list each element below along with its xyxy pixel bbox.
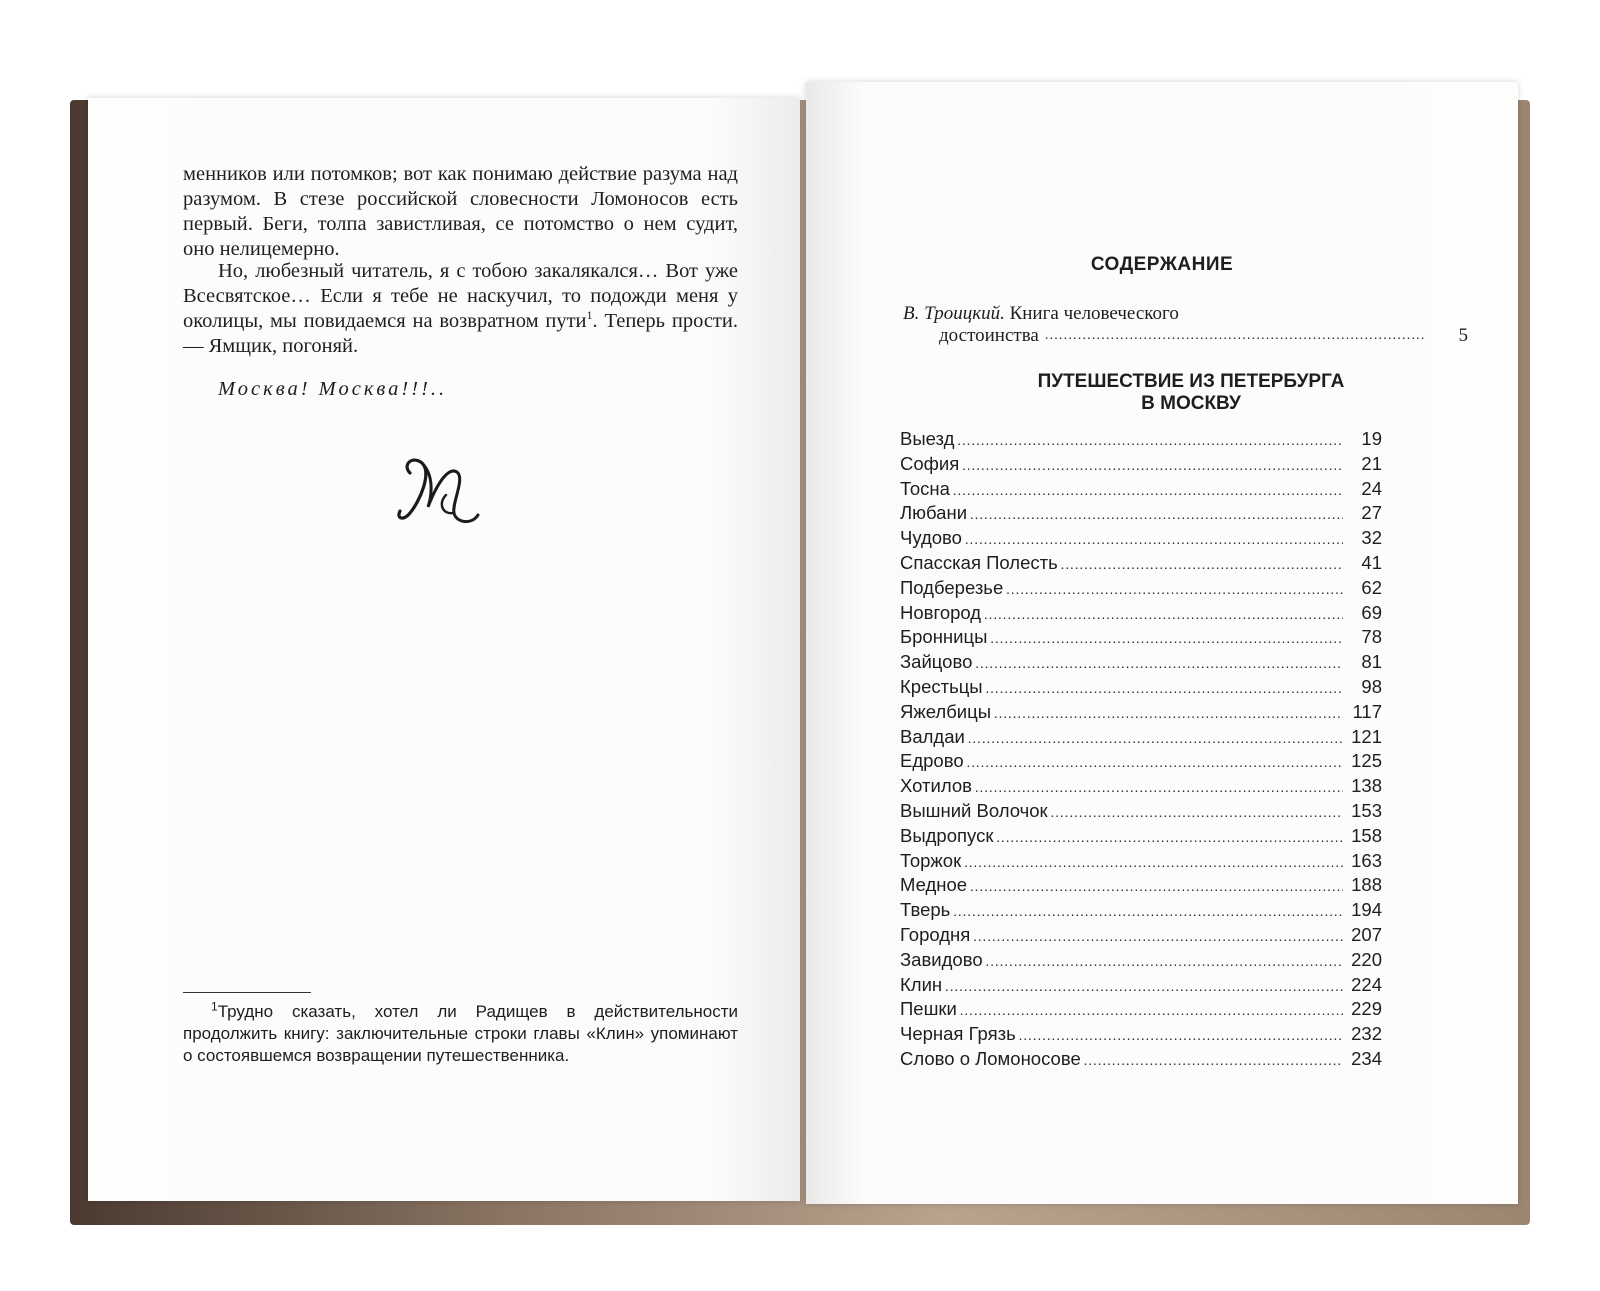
- toc-entry-title: Тосна: [900, 477, 950, 499]
- toc-leader-dots: [957, 434, 1343, 450]
- toc-leader-dots: [1061, 558, 1343, 574]
- toc-entry: [900, 726, 1382, 751]
- paragraph-2-text: [183, 259, 738, 359]
- toc-entry: [900, 825, 1382, 850]
- toc-entry-page: 229: [1351, 998, 1382, 1020]
- toc-entry: [900, 949, 1382, 974]
- toc-entry-page: 232: [1351, 1023, 1382, 1045]
- toc-entry-title: Клин: [900, 973, 943, 995]
- toc-entry-title: Тверь: [900, 899, 951, 921]
- toc-entry: [900, 974, 1382, 999]
- toc-leader-dots: [973, 930, 1343, 946]
- toc-intro-leader-dots: [1045, 325, 1426, 347]
- toc-entry: [900, 701, 1382, 726]
- footnote-divider: [183, 992, 311, 993]
- toc-leader-dots: [1084, 1054, 1343, 1070]
- toc-entry: [900, 1048, 1382, 1073]
- toc-entry-title: Завидово: [900, 948, 983, 970]
- toc-heading: СОДЕРЖАНИЕ: [1090, 254, 1234, 275]
- paragraph-2-after-note: . Теперь прости. — Ямщик, погоняй.: [183, 310, 738, 357]
- toc-leader-dots: [975, 781, 1343, 797]
- toc-entry: [900, 453, 1382, 478]
- toc-entry-page: 194: [1351, 899, 1382, 921]
- toc-entry-page: 153: [1351, 799, 1382, 821]
- toc-leader-dots: [1006, 583, 1343, 599]
- paragraph-2-before-note: Но, любезный читатель, я с тобою закалякался… Вот уже Всесвятское… Если я тебе не наскучил, то подожди меня у околицы, мы повидаемся на возвратном пути: [183, 260, 738, 332]
- toc-leader-dots: [960, 1004, 1343, 1020]
- toc-list: [900, 428, 1382, 1073]
- toc-intro-page: 5: [1458, 325, 1468, 346]
- toc-leader-dots: [1051, 806, 1343, 822]
- section-title-line-1: ПУТЕШЕСТВИЕ ИЗ ПЕТЕРБУРГА: [1037, 371, 1345, 392]
- toc-intro-title-part1: Книга человеческого: [1009, 303, 1179, 324]
- toc-entry-title: Чудово: [900, 527, 962, 549]
- toc-leader-dots: [996, 831, 1343, 847]
- footnote-text: Трудно сказать, хотел ли Радищев в действительности продолжить книгу: заключительные строки главы «Клин» упоминают о состоявшемся возвращении путешественника.: [183, 1002, 738, 1065]
- toc-leader-dots: [990, 632, 1343, 648]
- section-title: [936, 371, 1446, 415]
- closing-line: Москва! Москва!!!..: [218, 378, 448, 400]
- toc-intro-line-2: [903, 325, 1468, 347]
- toc-leader-dots: [962, 459, 1343, 475]
- toc-entry-page: 234: [1351, 1047, 1382, 1069]
- paragraph-1-text: менников или потомков; вот как понимаю действие разума над разумом. В стезе российской словесности Ломоносов есть первый. Беги, толпа завистливая, се потомство о нем судит, оно нелицемерно.: [183, 163, 738, 260]
- ornamental-monogram-icon: [388, 443, 498, 533]
- toc-entry-title: Вышний Волочок: [900, 799, 1048, 821]
- footnote-marker: 1: [211, 999, 218, 1014]
- toc-entry: [900, 924, 1382, 949]
- toc-entry-page: 32: [1361, 527, 1382, 549]
- toc-entry-title: Новгород: [900, 601, 982, 623]
- toc-entry: [900, 552, 1382, 577]
- toc-entry-title: Яжелбицы: [900, 700, 992, 722]
- section-title-line-2: В МОСКВУ: [1141, 393, 1241, 414]
- toc-entry-page: 69: [1361, 601, 1382, 623]
- toc-entry-page: 19: [1361, 428, 1382, 449]
- toc-entry: [900, 651, 1382, 676]
- toc-entry-page: 121: [1351, 725, 1382, 747]
- toc-entry: [900, 602, 1382, 627]
- toc-entry: [900, 775, 1382, 800]
- toc-leader-dots: [953, 905, 1343, 921]
- toc-entry-title: Выдропуск: [900, 824, 994, 846]
- toc-entry-title: Едрово: [900, 750, 964, 772]
- toc-entry: [900, 750, 1382, 775]
- toc-entry-page: 21: [1361, 452, 1382, 474]
- toc-entry-page: 41: [1361, 551, 1382, 573]
- toc-entry-title: Слово о Ломоносове: [900, 1047, 1081, 1069]
- toc-entry-page: 78: [1361, 626, 1382, 648]
- toc-intro-entry: [903, 303, 1468, 347]
- toc-entry-title: Подберезье: [900, 576, 1004, 598]
- footnote: [183, 1001, 738, 1067]
- toc-leader-dots: [986, 955, 1343, 971]
- toc-leader-dots: [945, 980, 1343, 996]
- toc-entry-title: Крестьцы: [900, 675, 983, 697]
- toc-leader-dots: [964, 856, 1343, 872]
- toc-entry-page: 24: [1361, 477, 1382, 499]
- toc-entry-page: 81: [1361, 651, 1382, 673]
- toc-entry-page: 224: [1351, 973, 1382, 995]
- toc-leader-dots: [965, 533, 1343, 549]
- toc-entry-title: Медное: [900, 874, 968, 896]
- toc-entry-page: 158: [1351, 824, 1382, 846]
- toc-entry-page: 98: [1361, 675, 1382, 697]
- paragraph-2: [183, 259, 738, 359]
- paragraph-1: [183, 162, 738, 262]
- toc-entry-title: Выезд: [900, 428, 955, 449]
- toc-entry-title: Торжок: [900, 849, 962, 871]
- toc-entry-page: 62: [1361, 576, 1382, 598]
- toc-entry: [900, 676, 1382, 701]
- toc-entry-page: 207: [1351, 923, 1382, 945]
- toc-entry: [900, 626, 1382, 651]
- toc-entry-page: 188: [1351, 874, 1382, 896]
- toc-entry: [900, 527, 1382, 552]
- toc-entry-title: Пешки: [900, 998, 957, 1020]
- toc-intro-author: В. Троицкий.: [903, 303, 1005, 324]
- toc-intro-line-1: [903, 303, 1468, 325]
- toc-entry-title: Любани: [900, 502, 968, 524]
- toc-entry-title: София: [900, 452, 960, 474]
- toc-leader-dots: [975, 657, 1343, 673]
- toc-entry: [900, 502, 1382, 527]
- right-page: [806, 82, 1518, 1204]
- toc-entry: [900, 1023, 1382, 1048]
- toc-entry: [900, 874, 1382, 899]
- toc-leader-dots: [953, 484, 1343, 500]
- footnote-reference: 1: [586, 308, 593, 323]
- toc-entry-title: Валдаи: [900, 725, 965, 747]
- toc-entry-title: Городня: [900, 923, 971, 945]
- toc-entry: [900, 577, 1382, 602]
- toc-entry: [900, 850, 1382, 875]
- toc-leader-dots: [970, 880, 1343, 896]
- toc-entry-page: 138: [1351, 775, 1382, 797]
- toc-leader-dots: [970, 508, 1343, 524]
- toc-entry: [900, 478, 1382, 503]
- toc-entry-page: 125: [1351, 750, 1382, 772]
- footnote-paragraph: [183, 1001, 738, 1067]
- toc-entry-page: 27: [1361, 502, 1382, 524]
- toc-intro-title-part2: достоинства: [939, 325, 1039, 346]
- toc-leader-dots: [994, 707, 1343, 723]
- toc-entry: [900, 428, 1382, 453]
- toc-entry-title: Хотилов: [900, 775, 972, 797]
- toc-leader-dots: [968, 732, 1343, 748]
- toc-entry-page: 220: [1351, 948, 1382, 970]
- toc-entry-title: Спасская Полесть: [900, 551, 1058, 573]
- toc-entry-title: Черная Грязь: [900, 1023, 1016, 1045]
- toc-entry-title: Зайцово: [900, 651, 973, 673]
- toc-entry-title: Бронницы: [900, 626, 988, 648]
- toc-leader-dots: [1019, 1029, 1343, 1045]
- toc-leader-dots: [967, 756, 1343, 772]
- toc-entry: [900, 998, 1382, 1023]
- toc-entry: [900, 800, 1382, 825]
- toc-leader-dots: [984, 608, 1343, 624]
- toc-entry-page: 117: [1352, 700, 1382, 722]
- left-page: [88, 98, 800, 1201]
- toc-entry-page: 163: [1351, 849, 1382, 871]
- toc-leader-dots: [986, 682, 1343, 698]
- toc-entry: [900, 899, 1382, 924]
